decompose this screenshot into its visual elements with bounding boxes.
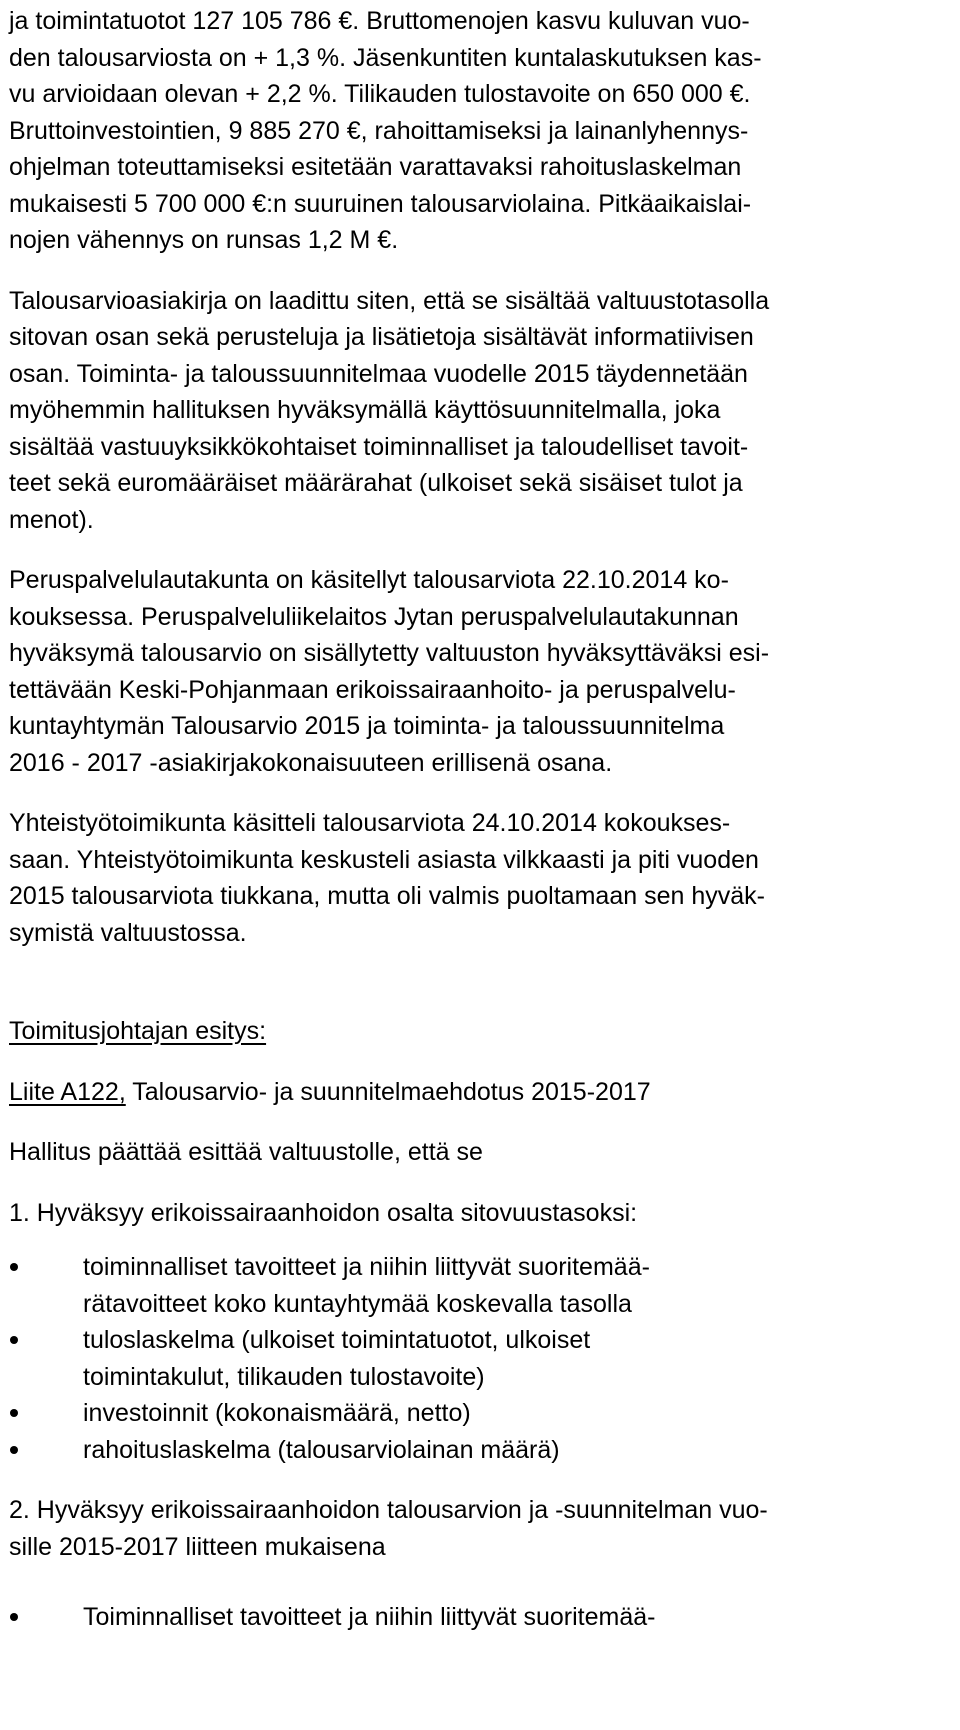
text-line: rätavoitteet koko kuntayhtymää koskevalla tasolla: [83, 1289, 632, 1318]
text-line: menot).: [9, 505, 94, 534]
text-line: symistä valtuustossa.: [9, 918, 247, 947]
text-line: Toiminnalliset tavoitteet ja niihin liittyvät suoritemää-: [83, 1603, 656, 1631]
text-line: Talousarvioasiakirja on laadittu siten, että se sisältää valtuustotasolla: [9, 286, 770, 315]
bullet-icon: [10, 1336, 18, 1344]
text-line: investoinnit (kokonaismäärä, netto): [83, 1399, 471, 1427]
text-line: Peruspalvelulautakunta on käsitellyt talousarviota 22.10.2014 ko-: [9, 566, 729, 594]
attachment-link[interactable]: Liite A122,: [9, 1077, 126, 1106]
list-item: [9, 1432, 949, 1469]
text-line: myöhemmin hallituksen hyväksymällä käyttösuunnitelmalla, joka: [9, 396, 721, 424]
text-line: sisältää vastuuyksikkökohtaiset toiminnalliset ja taloudelliset tavoit-: [9, 432, 749, 461]
text-line: mukaisesti 5 700 000 €:n suuruinen talousarviolaina. Pitkäaikaislai-: [9, 189, 752, 218]
text-line: sitovan osan sekä perusteluja ja lisätietoja sisältävät informatiivisen: [9, 323, 754, 351]
document-page: [9, 0, 949, 1636]
bullet-icon: [10, 1613, 18, 1621]
text-line: kuntayhtymän Talousarvio 2015 ja toiminta- ja taloussuunnitelma: [9, 712, 725, 740]
attachment-text: Talousarvio- ja suunnitelmaehdotus 2015-2017: [125, 1077, 651, 1106]
text-line: saan. Yhteistyötoimikunta keskusteli asiasta vilkkaasti ja piti vuoden: [9, 845, 759, 874]
paragraph-document-structure: [9, 283, 949, 539]
paragraph-committee-review: [9, 562, 949, 781]
list-item: [9, 1322, 949, 1395]
bullet-icon: [10, 1409, 18, 1417]
item-2-title-cont: sille 2015-2017 liitteen mukaisena: [9, 1532, 386, 1561]
text-line: tettävään Keski-Pohjanmaan erikoissairaanhoito- ja peruspalvelu-: [9, 675, 736, 704]
text-line: ja toimintatuotot 127 105 786 €. Bruttomenojen kasvu kuluvan vuo-: [9, 7, 750, 35]
list-item: [9, 1249, 949, 1322]
text-line: hyväksymä talousarvio on sisällytetty valtuuston hyväksyttäväksi esi-: [9, 639, 770, 667]
text-line: kouksessa. Peruspalveluliikelaitos Jytan peruspalvelulautakunnan: [9, 602, 739, 631]
bullet-icon: [10, 1446, 18, 1454]
paragraph-cooperation-committee: [9, 805, 949, 951]
attachment-line: [9, 1074, 949, 1111]
text-line: osan. Toiminta- ja taloussuunnitelmaa vuodelle 2015 täydennetään: [9, 359, 748, 388]
text-line: vu arvioidaan olevan + 2,2 %. Tilikauden tulostavoite on 650 000 €.: [9, 80, 751, 108]
item-2-bullet-list: [9, 1599, 949, 1636]
item-2-title: 2. Hyväksyy erikoissairaanhoidon talousarvion ja -suunnitelman vuo-: [9, 1496, 768, 1524]
text-line: nojen vähennys on runsas 1,2 M €.: [9, 226, 399, 254]
proposal-heading: Toimitusjohtajan esitys:: [9, 1017, 267, 1045]
text-line: toiminnalliset tavoitteet ja niihin liittyvät suoritemää-: [83, 1253, 650, 1281]
decision-intro: Hallitus päättää esittää valtuustolle, että se: [9, 1138, 483, 1166]
text-line: tuloslaskelma (ulkoiset toimintatuotot, ulkoiset: [83, 1326, 591, 1354]
text-line: rahoituslaskelma (talousarviolainan määrä): [83, 1435, 560, 1464]
bullet-icon: [10, 1263, 18, 1271]
text-line: 2016 - 2017 -asiakirjakokonaisuuteen erillisenä osana.: [9, 748, 613, 777]
text-line: ohjelman toteuttamiseksi esitetään varattavaksi rahoituslaskelman: [9, 153, 742, 181]
text-line: Bruttoinvestointien, 9 885 270 €, rahoittamiseksi ja lainanlyhennys-: [9, 116, 749, 145]
text-line: Yhteistyötoimikunta käsitteli talousarviota 24.10.2014 kokoukses-: [9, 809, 731, 837]
text-line: den talousarviosta on + 1,3 %. Jäsenkuntiten kuntalaskutuksen kas-: [9, 43, 762, 72]
list-item: [9, 1395, 949, 1432]
text-line: toimintakulut, tilikauden tulostavoite): [83, 1362, 485, 1391]
item-1-title: 1. Hyväksyy erikoissairaanhoidon osalta sitovuustasoksi:: [9, 1198, 638, 1227]
text-line: teet sekä euromääräiset määrärahat (ulkoiset sekä sisäiset tulot ja: [9, 469, 743, 497]
item-1-bullet-list: [9, 1249, 949, 1468]
paragraph-budget-summary: [9, 3, 949, 259]
text-line: 2015 talousarviota tiukkana, mutta oli valmis puoltamaan sen hyväk-: [9, 882, 765, 910]
list-item: [9, 1599, 949, 1636]
